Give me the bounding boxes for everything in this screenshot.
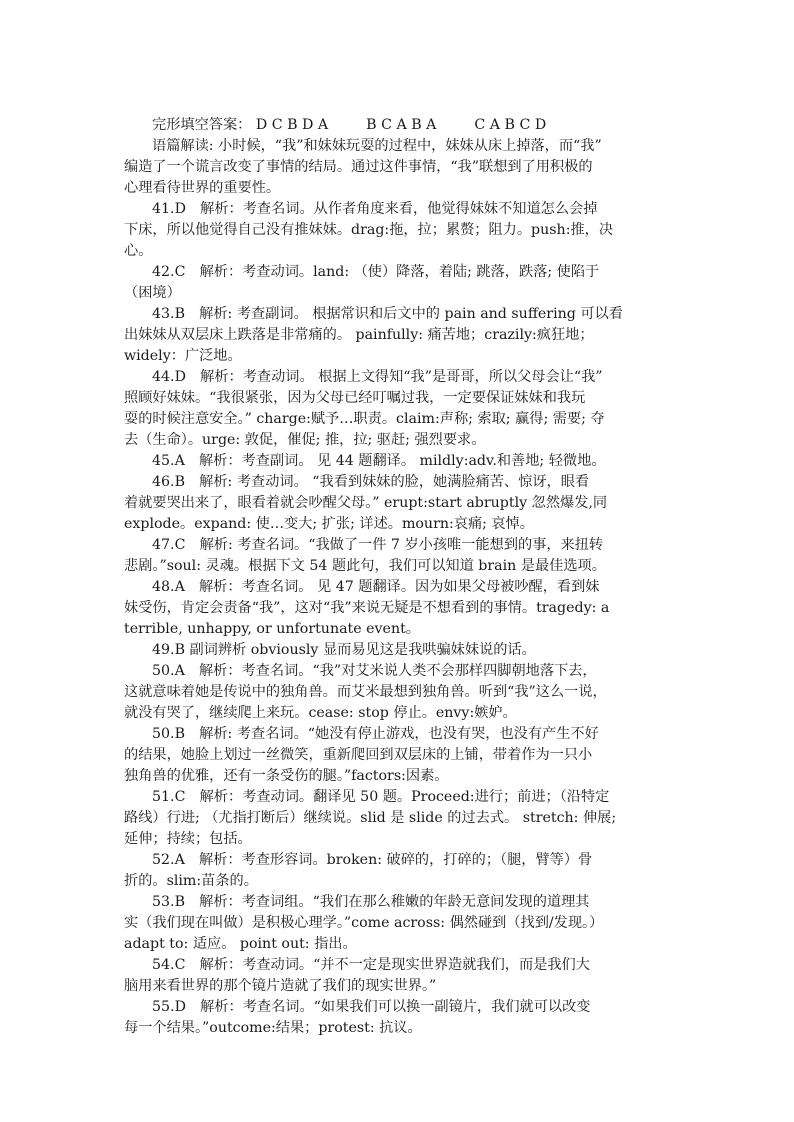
explanation-54-cont: 脑用来看世界的那个镜片造就了我们的现实世界。” (124, 978, 437, 994)
explanation-46: 46.B 解析: 考查动词。 “我看到妹妹的脸，她满脸痛苦、惊讶，眼看 (152, 474, 590, 490)
explanation-43-cont: widely：广泛地。 (124, 348, 242, 364)
explanation-46-cont: explode。expand: 使…变大; 扩张; 详述。mourn:哀痛; 哀悼。 (124, 516, 534, 532)
passage-summary-line: 编造了一个谎言改变了事情的结局。通过这件事情，“我”联想到了用积极的 (124, 159, 593, 175)
explanation-53-cont: adapt to: 适应。 point out: 指出。 (124, 936, 357, 952)
explanation-50b-cont: 独角兽的优雅，还有一条受伤的腿。”factors:因素。 (124, 768, 449, 784)
explanation-49: 49.B 副词辨析 obviously 显而易见这是我哄骗妹妹说的话。 (152, 642, 536, 658)
explanation-41-cont: 心。 (124, 243, 153, 259)
explanation-44: 44.D 解析：考查动词。 根据上文得知“我”是哥哥，所以父母会让“我” (152, 369, 603, 385)
explanation-53-cont: 实（我们现在叫做）是积极心理学。”come across: 偶然碰到（找到/发现。） (124, 915, 604, 931)
explanation-50a-cont: 就没有哭了，继续爬上来玩。cease: stop 停止。envy:嫉妒。 (124, 705, 517, 721)
explanation-50b-cont: 的结果，她脸上划过一丝微笑，重新爬回到双层床的上铺，带着作为一只小 (124, 747, 593, 763)
explanation-42: 42.C 解析：考查动词。land: （使）降落，着陆; 跳落，跌落; 使陷于 (152, 264, 600, 280)
explanation-48-cont: terrible, unhappy, or unfortunate event。 (124, 621, 420, 637)
explanation-42-cont: （困境） (124, 285, 181, 301)
explanation-46-cont: 着就要哭出来了，眼看着就会吵醒父母。” erupt:start abruptly 忽然爆发,同 (124, 495, 608, 511)
explanation-45: 45.A 解析：考查副词。 见 44 题翻译。 mildly:adv.和善地; 轻微地。 (152, 453, 606, 469)
explanation-55-cont: 每一个结果。”outcome:结果；protest: 抗议。 (124, 1020, 422, 1036)
explanation-50a: 50.A 解析：考查名词。“我”对艾米说人类不会那样四脚朝地落下去， (152, 663, 597, 679)
explanation-44-cont: 照顾好妹妹。“我很紧张，因为父母已经叮嘱过我，一定要保证妹妹和我玩 (124, 390, 586, 406)
explanation-47-cont: 悲剧。”soul: 灵魂。根据下文 54 题此句，我们可以知道 brain 是最佳选项。 (124, 558, 606, 574)
explanation-50b: 50.B 解析: 考查名词。“她没有停止游戏，也没有哭，也没有产生不好 (152, 726, 599, 742)
explanation-41-cont: 下床，所以他觉得自己没有推妹妹。drag:拖，拉；累赘；阻力。push:推，决 (124, 222, 614, 238)
passage-summary-line: 语篇解读: 小时候，“我”和妹妹玩耍的过程中，妹妹从床上掉落，而“我” (152, 138, 602, 154)
explanation-51-cont: 延伸；持续；包括。 (124, 831, 252, 847)
explanation-50a-cont: 这就意味着她是传说中的独角兽。而艾米最想到独角兽。听到“我”这么一说， (124, 684, 607, 700)
explanation-43: 43.B 解析: 考查副词。 根据常识和后文中的 pain and suffering 可以看 (152, 306, 623, 322)
explanation-53: 53.B 解析：考查词组。“我们在那么稚嫩的年龄无意间发现的道理其 (152, 894, 590, 910)
explanation-44-cont: 去（生命）。urge: 敦促，催促; 推，拉; 驱赶; 强烈要求。 (124, 432, 486, 448)
explanation-54: 54.C 解析：考查动词。“并不一定是现实世界造就我们，而是我们大 (152, 957, 590, 973)
explanation-55: 55.D 解析：考查名词。“如果我们可以换一副镜片，我们就可以改变 (152, 999, 591, 1015)
explanation-48: 48.A 解析：考查名词。 见 47 题翻译。因为如果父母被吵醒，看到妹 (152, 579, 600, 595)
answer-header-label: 完形填空答案： (152, 117, 252, 133)
answer-group-3: C A B C D (474, 117, 547, 133)
explanation-43-cont: 出妹妹从双层床上跌落是非常痛的。 painfully: 痛苦地；crazily:疯狂地； (124, 327, 594, 343)
explanation-48-cont: 妹受伤，肯定会责备“我”，这对“我”来说无疑是不想看到的事情。tragedy: a (124, 600, 610, 616)
explanation-51-cont: 路线）行进; （尤指打断后）继续说。slid 是 slide 的过去式。 stretch: 伸展; (124, 810, 617, 826)
explanation-44-cont: 耍的时候注意安全。” charge:赋予…职责。claim:声称; 索取; 赢得; 需要; 夺 (124, 411, 605, 427)
passage-summary-line: 心理看待世界的重要性。 (124, 180, 281, 196)
explanation-51: 51.C 解析：考查动词。翻译见 50 题。Proceed:进行；前进；（沿特定 (152, 789, 610, 805)
explanation-47: 47.C 解析: 考查名词。“我做了一件 7 岁小孩唯一能想到的事，来扭转 (152, 537, 604, 553)
answer-group-2: B C A B A (366, 117, 437, 133)
answer-header (124, 115, 674, 136)
explanation-41: 41.D 解析：考查名词。从作者角度来看，他觉得妹妹不知道怎么会掉 (152, 201, 598, 217)
explanation-52-cont: 折的。slim:苗条的。 (124, 873, 258, 889)
answer-group-1: D C B D A (255, 117, 329, 133)
explanation-52: 52.A 解析：考查形容词。broken: 破碎的，打碎的；（腿，臂等）骨 (152, 852, 593, 868)
